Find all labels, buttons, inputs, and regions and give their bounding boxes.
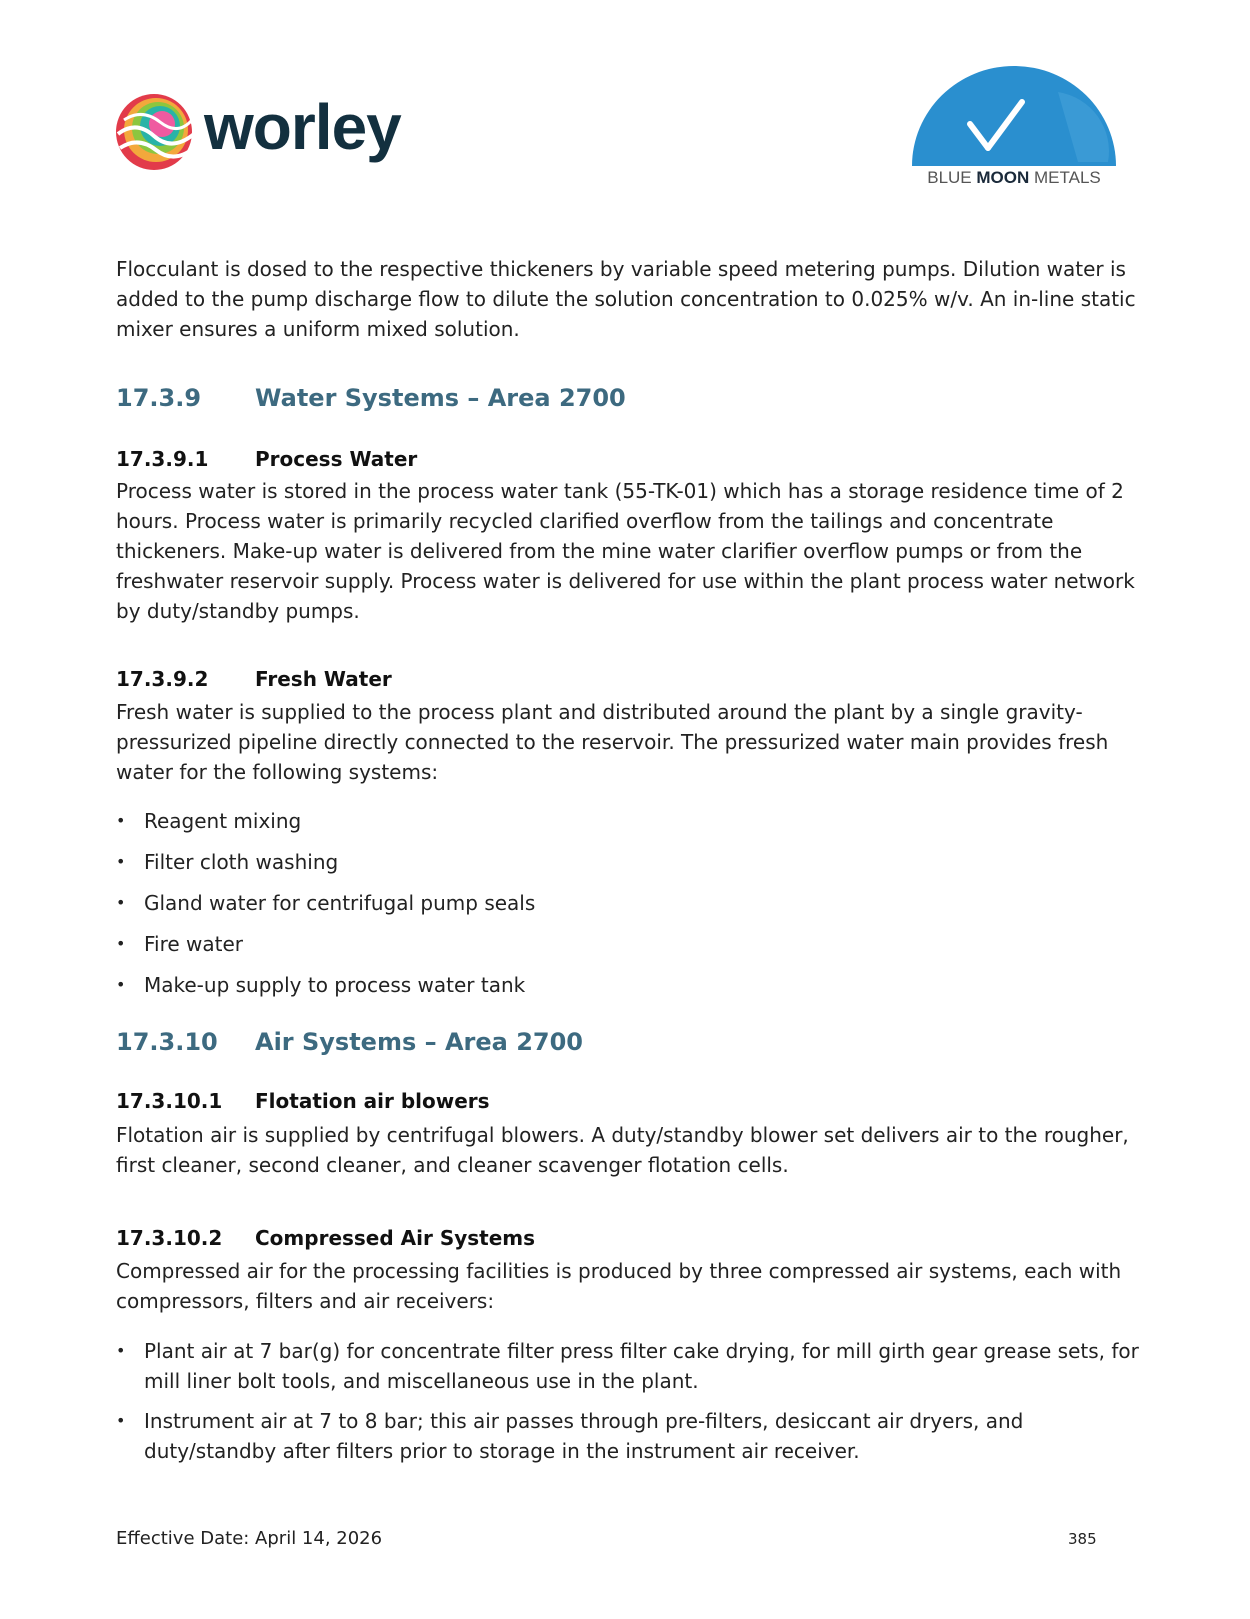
section-number: 17.3.9 <box>116 384 202 412</box>
flotation-block <box>116 1120 1146 1180</box>
blue-moon-metals-logo <box>908 62 1120 192</box>
subsection-heading-compressed-air <box>116 1225 535 1251</box>
worley-swirl-icon <box>114 90 198 176</box>
list-item: • Gland water for centrifugal pump seals <box>116 888 1146 918</box>
fresh-water-block <box>116 697 1146 787</box>
blue-moon-metals-wordmark: BLUE MOON METALS <box>927 168 1101 187</box>
list-item: • Fire water <box>116 929 1146 959</box>
subsection-number: 17.3.10.2 <box>116 1226 223 1250</box>
subsection-title: Flotation air blowers <box>255 1089 490 1113</box>
subsection-title: Compressed Air Systems <box>255 1226 536 1250</box>
subsection-heading-fresh-water <box>116 666 392 692</box>
subsection-number: 17.3.10.1 <box>116 1089 223 1113</box>
list-item: • Make-up supply to process water tank <box>116 970 1146 1000</box>
fresh-water-paragraph: Fresh water is supplied to the process plant and distributed around the plant by a single gravity-pressurized pipeline directly connected to the reservoir. The pressurized water main provides fresh water for the following systems: <box>116 700 1109 784</box>
fresh-water-list <box>116 806 1146 1000</box>
worley-wordmark: worley <box>204 91 401 163</box>
page-number: 385 <box>1068 1530 1097 1548</box>
effective-date: Effective Date: April 14, 2026 <box>116 1528 383 1549</box>
list-item: • Reagent mixing <box>116 806 1146 836</box>
section-heading-air <box>116 1027 583 1057</box>
subsection-title: Fresh Water <box>255 667 392 691</box>
section-title: Air Systems – Area 2700 <box>255 1028 583 1056</box>
flotation-paragraph: Flotation air is supplied by centrifugal blowers. A duty/standby blower set delivers air to the rougher, first cleaner, second cleaner, and cleaner scavenger flotation cells. <box>116 1123 1129 1177</box>
compressed-air-block <box>116 1256 1146 1316</box>
subsection-heading-process-water <box>116 446 417 472</box>
list-item: • Instrument air at 7 to 8 bar; this air passes through pre-filters, desiccant air dryers, and duty/standby after filters prior to storage in the instrument air receiver. <box>116 1406 1146 1466</box>
section-number: 17.3.10 <box>116 1028 218 1056</box>
moon-clock-icon <box>908 62 1120 168</box>
subsection-heading-flotation <box>116 1088 490 1114</box>
compressed-air-paragraph: Compressed air for the processing facilities is produced by three compressed air systems, each with compressors, filters and air receivers: <box>116 1259 1122 1313</box>
worley-logo <box>114 90 454 176</box>
section-heading-water <box>116 383 626 413</box>
subsection-number: 17.3.9.1 <box>116 447 209 471</box>
subsection-title: Process Water <box>255 447 418 471</box>
intro-paragraph-block <box>116 254 1146 344</box>
list-item: • Filter cloth washing <box>116 847 1146 877</box>
subsection-number: 17.3.9.2 <box>116 667 209 691</box>
compressed-air-list <box>116 1336 1146 1466</box>
intro-paragraph: Flocculant is dosed to the respective thickeners by variable speed metering pumps. Dilution water is added to the pump discharge flow to dilute the solution concentration to 0.025% w/v. An in-line static mixer ensures a uniform mixed solution. <box>116 257 1136 341</box>
process-water-block <box>116 476 1146 626</box>
section-title: Water Systems – Area 2700 <box>255 384 626 412</box>
list-item: • Plant air at 7 bar(g) for concentrate filter press filter cake drying, for mill girth gear grease sets, for mill liner bolt tools, and miscellaneous use in the plant. <box>116 1336 1146 1396</box>
process-water-paragraph: Process water is stored in the process water tank (55-TK-01) which has a storage residence time of 2 hours. Process water is primarily recycled clarified overflow from the tailings and concentrate thickeners. Make-up water is delivered from the mine water clarifier overflow pumps or from the freshwater reservoir supply. Process water is delivered for use within the plant process water network by duty/standby pumps. <box>116 479 1135 623</box>
